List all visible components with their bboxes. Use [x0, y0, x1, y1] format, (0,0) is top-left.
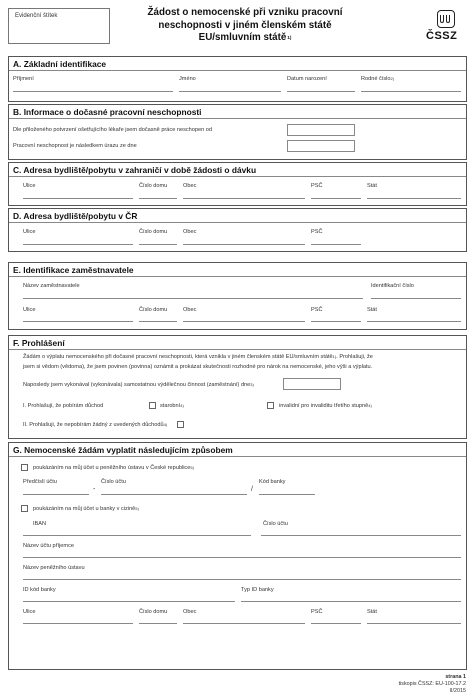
account-holder-field[interactable]	[23, 557, 461, 558]
account-number-label: Číslo účtu	[101, 479, 126, 485]
surname-label: Příjmení	[13, 76, 34, 82]
e-town-label: Obec	[183, 307, 197, 313]
old-age-pension-label: starobní	[160, 403, 181, 409]
registration-stamp-box	[8, 8, 110, 44]
bank-id-type-label: Typ ID banky	[241, 587, 274, 593]
injury-date-field[interactable]	[287, 140, 355, 152]
bank-name-field[interactable]	[23, 579, 461, 580]
section-c	[8, 162, 467, 206]
no-pension-label: II. Prohlašuji, že nepobírám žádný z uvedených důchodů	[23, 422, 164, 428]
section-f-title: F. Prohlášení	[13, 338, 65, 348]
c-country-label: Stát	[367, 183, 377, 189]
bank-id-code-field[interactable]	[23, 601, 235, 602]
czech-account-label: poukázáním na můj účet u peněžního ústavu v České republice	[33, 465, 191, 471]
section-d	[8, 208, 467, 252]
section-e-title: E. Identifikace zaměstnavatele	[13, 265, 134, 275]
d-house-number-field[interactable]	[139, 244, 177, 245]
last-activity-date-field[interactable]	[283, 378, 341, 390]
birth-date-field[interactable]	[287, 91, 355, 92]
section-g-title: G. Nemocenské žádám vyplatit následujícím způsobem	[13, 445, 233, 455]
g-street-label: Ulice	[23, 609, 36, 615]
c-zip-label: PSČ	[311, 183, 323, 189]
g-country-label: Stát	[367, 609, 377, 615]
section-e	[8, 262, 467, 330]
c-house-number-field[interactable]	[139, 198, 177, 199]
no-pension-checkbox[interactable]	[177, 421, 184, 428]
employer-id-field[interactable]	[371, 298, 461, 299]
d-zip-label: PSČ	[311, 229, 323, 235]
d-town-field[interactable]	[183, 244, 305, 245]
foreign-account-label: poukázáním na můj účet u banky v cizině	[33, 506, 136, 512]
section-f: F. Prohlášení Žádám o výplatu nemocenského při dočasné pracovní neschopnosti, která vznikla v jiném členském státě EU/smluvním státě$^{1)}$. Prohlašuji, že jsem si vědom (vědoma), že jsem povinen (povinna) oznámit a prokázat skutečnosti rozhodné pro nárok na nemocenské, jeho výši a výplatu. Naposledy jsem vykonával (vykonávala) samostatnou výdělečnou činnost (zaměstnání) dne$^{3)}$ I. Prohlašuji, že pobírám důchod starobní$^{4)}$ invalidní pro invaliditu třetího stupně$^{4)}$ II. Prohlašuji, že nepobírám žádný z uvedených důchodů$^{4)}$	[8, 335, 467, 439]
account-number-field[interactable]	[101, 494, 247, 495]
stamp-label: Evidenční štítek	[15, 13, 58, 19]
d-house-number-label: Číslo domu	[139, 229, 168, 235]
old-age-pension-checkbox[interactable]	[149, 402, 156, 409]
c-street-field[interactable]	[23, 198, 133, 199]
declaration-text: Žádám o výplatu nemocenského při dočasné pracovní neschopnosti, která vznikla v jiném členském státě EU/smluvním státě$^{1)}$. Prohlašuji, že jsem si vědom (vědoma), že jsem povinen (povinna) oznámit a prokázat skutečnosti rozhodné pro nárok na nemocenské, jeho výši a výplatu.	[23, 354, 373, 370]
e-country-field[interactable]	[367, 321, 461, 322]
foreign-account-checkbox[interactable]	[21, 505, 28, 512]
sick-leave-from-field[interactable]	[287, 124, 355, 136]
first-name-label: Jméno	[179, 76, 196, 82]
g-town-label: Obec	[183, 609, 197, 615]
foreign-account-number-label: Číslo účtu	[263, 521, 288, 527]
iban-label: IBAN	[33, 521, 47, 527]
form-version: II/2015	[449, 688, 466, 694]
c-zip-field[interactable]	[311, 198, 361, 199]
g-zip-field[interactable]	[311, 623, 361, 624]
bank-id-code-label: ID kód banky	[23, 587, 56, 593]
title-line-1: Žádost o nemocenské při vzniku pracovní	[147, 7, 343, 18]
form-code: tiskopis ČSSZ: EU-100-17.2	[398, 681, 466, 687]
c-street-label: Ulice	[23, 183, 36, 189]
d-street-label: Ulice	[23, 229, 36, 235]
disability-pension-checkbox[interactable]	[267, 402, 274, 409]
account-prefix-field[interactable]	[23, 494, 89, 495]
g-zip-label: PSČ	[311, 609, 323, 615]
surname-field[interactable]	[13, 91, 173, 92]
c-house-number-label: Číslo domu	[139, 183, 168, 189]
account-prefix-label: Předčíslí účtu	[23, 479, 57, 485]
birth-date-label: Datum narození	[287, 76, 327, 82]
footer	[399, 674, 466, 695]
d-zip-field[interactable]	[311, 244, 361, 245]
sick-leave-from-label: Dle přiloženého potvrzení ošetřujícího lékaře jsem dočasně práce neschopen od	[13, 127, 213, 133]
bank-code-field[interactable]	[259, 494, 315, 495]
section-d-title: D. Adresa bydliště/pobytu v ČR	[13, 211, 138, 221]
birth-number-label: Rodné číslo	[361, 76, 391, 82]
section-b-title: B. Informace o dočasné pracovní neschopnosti	[13, 107, 202, 117]
bank-code-label: Kód banky	[259, 479, 286, 485]
first-name-field[interactable]	[179, 91, 281, 92]
section-a-title: A. Základní identifikace	[13, 59, 107, 69]
injury-date-label: Pracovní neschopnost je následkem úrazu ze dne	[13, 143, 137, 149]
iban-field[interactable]	[23, 535, 251, 536]
logo-icon	[437, 10, 455, 28]
d-street-field[interactable]	[23, 244, 133, 245]
cssz-logo	[424, 10, 468, 44]
title-line-3: EU/smluvním státě	[198, 32, 287, 43]
bank-name-label: Název peněžního ústavu	[23, 565, 85, 571]
g-house-number-field[interactable]	[139, 623, 177, 624]
g-house-number-label: Číslo domu	[139, 609, 168, 615]
section-b	[8, 104, 467, 160]
e-house-number-field[interactable]	[139, 321, 177, 322]
employer-name-field[interactable]	[23, 298, 363, 299]
e-zip-field[interactable]	[311, 321, 361, 322]
e-house-number-label: Číslo domu	[139, 307, 168, 313]
czech-account-checkbox[interactable]	[21, 464, 28, 471]
account-holder-label: Název účtu příjemce	[23, 543, 74, 549]
e-street-field[interactable]	[23, 321, 133, 322]
e-town-field[interactable]	[183, 321, 305, 322]
e-zip-label: PSČ	[311, 307, 323, 313]
c-town-field[interactable]	[183, 198, 305, 199]
title-footnote: 1)	[287, 35, 292, 40]
section-c-title: C. Adresa bydliště/pobytu v zahraničí v době žádosti o dávku	[13, 165, 257, 175]
section-g: G. Nemocenské žádám vyplatit následujícím způsobem poukázáním na můj účet u peněžního ústavu v České republice$^{5)}$ Předčíslí účtu Číslo účtu Kód banky - / poukázáním na můj účet u banky v cizině$^{5)}$ IBAN Číslo účtu Název účtu příjemce Název peněžního ústavu ID kód banky Typ ID banky Ulice Číslo domu Obec PSČ Stát	[8, 442, 467, 670]
foreign-account-number-field[interactable]	[261, 535, 461, 536]
logo-text: ČSSZ	[426, 30, 458, 42]
form-title	[115, 7, 375, 45]
title-line-2: neschopnosti v jiném členském státě	[158, 19, 332, 31]
c-country-field[interactable]	[367, 198, 461, 199]
birth-number-field[interactable]	[361, 91, 461, 92]
d-town-label: Obec	[183, 229, 197, 235]
employer-name-label: Název zaměstnavatele	[23, 283, 80, 289]
g-town-field[interactable]	[183, 623, 305, 624]
e-country-label: Stát	[367, 307, 377, 313]
employer-id-label: Identifikační číslo	[371, 283, 414, 289]
e-street-label: Ulice	[23, 307, 36, 313]
g-country-field[interactable]	[367, 623, 461, 624]
bank-id-type-field[interactable]	[241, 601, 461, 602]
disability-pension-label: invalidní pro invaliditu třetího stupně	[279, 403, 369, 409]
section-a: A. Základní identifikace Příjmení Jméno Datum narození Rodné číslo$^{2)}$	[8, 56, 467, 102]
pension-declaration-label: I. Prohlašuji, že pobírám důchod	[23, 403, 104, 409]
c-town-label: Obec	[183, 183, 197, 189]
last-activity-label: Naposledy jsem vykonával (vykonávala) samostatnou výdělečnou činnost (zaměstnání) dne	[23, 382, 251, 388]
page-number: strana 1	[445, 674, 466, 680]
g-street-field[interactable]	[23, 623, 133, 624]
